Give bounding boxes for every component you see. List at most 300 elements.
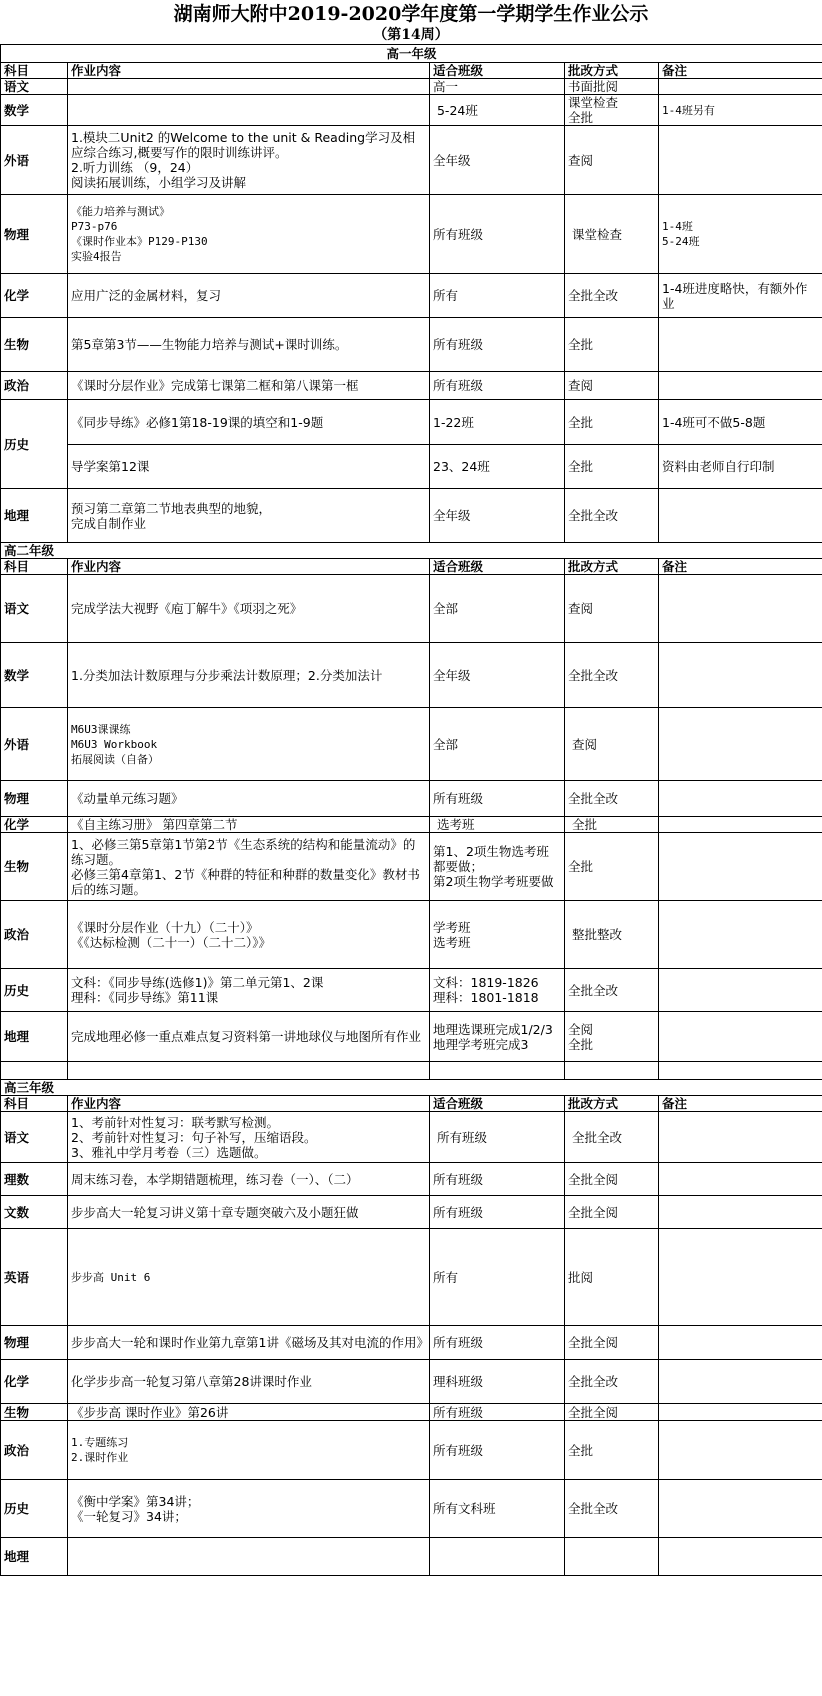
content-cell	[68, 575, 430, 643]
subject-cell: 物理	[1, 1326, 68, 1360]
cell-line: 实验4报告	[71, 250, 122, 263]
table-row	[1, 400, 822, 445]
cell-line: 书面批阅	[568, 79, 619, 94]
cell-line: 23、24班	[433, 459, 490, 474]
homework-table-body	[1, 45, 822, 1576]
subject-cell: 英语	[1, 1229, 68, 1326]
table-row	[1, 372, 822, 400]
subject-cell: 语文	[1, 79, 68, 95]
grade-label: 高三年级	[1, 1080, 822, 1096]
cell-line: 完成学法大视野《庖丁解牛》《项羽之死》	[71, 601, 303, 616]
grade-label: 高二年级	[1, 543, 822, 559]
content-cell	[68, 1404, 430, 1421]
cell-line: 5-24班	[662, 235, 700, 248]
content-cell	[68, 1229, 430, 1326]
table-row	[1, 1196, 822, 1229]
cell-line: 所有班级	[433, 1404, 484, 1420]
classes-cell	[430, 1112, 565, 1163]
cell-line: 全批全阅	[568, 1204, 619, 1220]
blank-cell	[659, 1062, 822, 1080]
method-cell	[565, 400, 659, 445]
cell-line: 2、考前针对性复习：句子补写，压缩语段。	[71, 1129, 317, 1145]
cell-line: 完成自制作业	[71, 515, 147, 531]
header-note: 备注	[659, 559, 822, 575]
cell-line: 1.模块二Unit2 的Welcome to the unit & Reading学习及相应综合练习,概要写作的限时训练讲评。	[71, 130, 416, 160]
method-cell	[565, 575, 659, 643]
method-cell	[565, 1538, 659, 1576]
cell-line: 《《达标检测（二十一）（二十二）》》	[71, 934, 272, 950]
table-row	[1, 1112, 822, 1163]
cell-line: 化学步步高一轮复习第八章第28讲课时作业	[71, 1374, 312, 1389]
cell-line: 阅读拓展训练，小组学习及讲解	[71, 175, 247, 190]
cell-line: 步步高大一轮和课时作业第九章第1讲《磁场及其对电流的作用》	[71, 1335, 429, 1350]
cell-line: 1-4班另有	[662, 103, 715, 117]
table-row	[1, 1163, 822, 1196]
classes-cell	[430, 969, 565, 1012]
subject-cell: 化学	[1, 817, 68, 833]
note-cell	[659, 95, 822, 126]
subject-cell: 外语	[1, 708, 68, 781]
cell-line: 选考班	[433, 817, 475, 832]
table-row	[1, 781, 822, 817]
cell-line: 全批全改	[568, 982, 619, 998]
content-cell	[68, 95, 430, 126]
classes-cell	[430, 1360, 565, 1404]
cell-line: 《课时分层作业（十九）（二十）》	[71, 919, 259, 935]
cell-line: 全批	[568, 337, 594, 352]
column-header-row	[1, 1096, 822, 1112]
blank-row	[1, 1062, 822, 1080]
classes-cell	[430, 1229, 565, 1326]
content-cell	[68, 1480, 430, 1538]
table-row	[1, 1012, 822, 1062]
page-title: 湖南师大附中2019-2020学年度第一学期学生作业公示	[173, 3, 649, 25]
header-method: 批改方式	[565, 63, 659, 79]
subject-cell: 历史	[1, 1480, 68, 1538]
table-row	[1, 833, 822, 901]
cell-line: 预习第二章第二节地表典型的地貌，	[71, 500, 272, 516]
table-row	[1, 1480, 822, 1538]
cell-line: 2.听力训练 （9，24）	[71, 160, 199, 175]
cell-line: 全批	[568, 859, 594, 874]
cell-line: 全批全阅	[568, 1335, 619, 1350]
blank-cell	[565, 1062, 659, 1080]
table-row	[1, 1326, 822, 1360]
subject-cell: 历史	[1, 969, 68, 1012]
cell-line: 全阅	[568, 1021, 594, 1037]
subject-cell: 物理	[1, 195, 68, 274]
cell-line: 所有班级	[433, 1171, 484, 1187]
note-cell	[659, 708, 822, 781]
header-subject: 科目	[1, 63, 68, 79]
classes-cell	[430, 445, 565, 489]
cell-line: 全批全改	[568, 1501, 619, 1516]
cell-line: 全批全改	[568, 791, 619, 806]
header-content: 作业内容	[68, 63, 430, 79]
cell-line: 查阅	[568, 601, 594, 616]
subject-cell: 外语	[1, 126, 68, 195]
cell-line: 全批全改	[568, 288, 619, 303]
cell-line: 《能力培养与测试》	[71, 205, 170, 218]
cell-line: 全批	[568, 1442, 594, 1458]
content-cell	[68, 817, 430, 833]
cell-line: 《动量单元练习题》	[71, 791, 184, 806]
note-cell	[659, 817, 822, 833]
cell-line: 全部	[433, 736, 459, 752]
content-cell	[68, 372, 430, 400]
table-row	[1, 1538, 822, 1576]
week-subtitle: （第14周）	[373, 27, 449, 43]
content-cell	[68, 833, 430, 901]
header-classes: 适合班级	[430, 63, 565, 79]
content-cell	[68, 969, 430, 1012]
note-cell	[659, 489, 822, 543]
classes-cell	[430, 195, 565, 274]
cell-line: 所有	[433, 288, 459, 303]
note-cell	[659, 318, 822, 372]
cell-line: 全批全改	[568, 508, 619, 523]
table-row	[1, 79, 822, 95]
header-classes: 适合班级	[430, 559, 565, 575]
method-cell	[565, 195, 659, 274]
classes-cell	[430, 901, 565, 969]
table-row	[1, 969, 822, 1012]
column-header-row	[1, 63, 822, 79]
note-cell	[659, 1326, 822, 1360]
cell-line: 地理学考班完成3	[433, 1036, 529, 1052]
subject-cell: 历史	[1, 400, 68, 489]
cell-line: 5-24班	[433, 102, 478, 118]
header-method: 批改方式	[565, 1096, 659, 1112]
method-cell	[565, 1480, 659, 1538]
classes-cell	[430, 643, 565, 708]
content-cell	[68, 489, 430, 543]
table-row	[1, 817, 822, 833]
content-cell	[68, 1112, 430, 1163]
cell-line: M6U3课课练	[71, 722, 131, 736]
note-cell	[659, 1196, 822, 1229]
classes-cell	[430, 1326, 565, 1360]
subject-cell: 生物	[1, 833, 68, 901]
note-cell	[659, 1404, 822, 1421]
cell-line: 1-4班进度略快，有额外作业	[662, 280, 808, 311]
method-cell	[565, 1326, 659, 1360]
subject-cell: 政治	[1, 1421, 68, 1480]
content-cell	[68, 1163, 430, 1196]
cell-line: 《一轮复习》34讲；	[71, 1508, 187, 1524]
subject-cell: 文数	[1, 1196, 68, 1229]
note-cell	[659, 445, 822, 489]
classes-cell	[430, 1196, 565, 1229]
table-row	[1, 274, 822, 318]
cell-line: 查阅	[568, 378, 594, 393]
classes-cell	[430, 79, 565, 95]
content-cell	[68, 1360, 430, 1404]
table-row	[1, 95, 822, 126]
classes-cell	[430, 708, 565, 781]
classes-cell	[430, 400, 565, 445]
content-cell	[68, 1421, 430, 1480]
classes-cell	[430, 1538, 565, 1576]
classes-cell	[430, 1163, 565, 1196]
header-note: 备注	[659, 63, 822, 79]
cell-line: 选考班	[433, 934, 471, 950]
note-cell	[659, 372, 822, 400]
note-cell	[659, 833, 822, 901]
table-row	[1, 195, 822, 274]
table-row	[1, 1421, 822, 1480]
cell-line: 全部	[433, 601, 459, 616]
cell-line: 全批全改	[568, 1374, 619, 1389]
cell-line: 文科：《同步导练(选修1)》第二单元第1、2课	[71, 975, 324, 990]
table-row	[1, 489, 822, 543]
classes-cell	[430, 1421, 565, 1480]
subject-cell: 生物	[1, 1404, 68, 1421]
method-cell	[565, 1196, 659, 1229]
content-cell	[68, 1012, 430, 1062]
subject-cell: 理数	[1, 1163, 68, 1196]
method-cell	[565, 1421, 659, 1480]
cell-line: 全批全阅	[568, 1171, 619, 1187]
cell-line: 全批	[568, 414, 594, 430]
subject-cell: 语文	[1, 575, 68, 643]
method-cell	[565, 833, 659, 901]
method-cell	[565, 1163, 659, 1196]
header-content: 作业内容	[68, 1096, 430, 1112]
cell-line: 全批全改	[568, 667, 619, 683]
column-header-row	[1, 559, 822, 575]
header-subject: 科目	[1, 1096, 68, 1112]
cell-line: 1、考前针对性复习：联考默写检测。	[71, 1114, 279, 1130]
note-cell	[659, 274, 822, 318]
method-cell	[565, 1112, 659, 1163]
cell-line: 《自主练习册》 第四章第二节	[71, 817, 238, 832]
grade3-label-row	[1, 1080, 822, 1096]
note-cell	[659, 1480, 822, 1538]
classes-cell	[430, 1480, 565, 1538]
note-cell	[659, 901, 822, 969]
classes-cell	[430, 575, 565, 643]
cell-line: 全批	[568, 1036, 594, 1052]
content-cell	[68, 79, 430, 95]
note-cell	[659, 969, 822, 1012]
content-cell	[68, 318, 430, 372]
classes-cell	[430, 833, 565, 901]
cell-line: 课堂检查	[568, 95, 619, 110]
cell-line: 所有班级	[433, 337, 484, 352]
classes-cell	[430, 318, 565, 372]
cell-line: 所有班级	[433, 1204, 484, 1220]
content-cell	[68, 400, 430, 445]
table-row	[1, 1404, 822, 1421]
table-row	[1, 575, 822, 643]
note-cell	[659, 643, 822, 708]
homework-table	[0, 44, 822, 1576]
table-row	[1, 643, 822, 708]
cell-line: 所有文科班	[433, 1501, 496, 1516]
method-cell	[565, 1404, 659, 1421]
cell-line: 第5章第3节——生物能力培养与测试+课时训练。	[71, 337, 348, 352]
content-cell	[68, 708, 430, 781]
cell-line: 批阅	[568, 1269, 594, 1285]
blank-cell	[430, 1062, 565, 1080]
note-cell	[659, 1163, 822, 1196]
classes-cell	[430, 1012, 565, 1062]
cell-line: 理科：1801-1818	[433, 990, 539, 1005]
table-row	[1, 708, 822, 781]
note-cell	[659, 575, 822, 643]
note-cell	[659, 1421, 822, 1480]
note-cell	[659, 1360, 822, 1404]
cell-line: 《同步导练》必修1第18-19课的填空和1-9题	[71, 414, 324, 430]
subject-cell: 生物	[1, 318, 68, 372]
content-cell	[68, 643, 430, 708]
classes-cell	[430, 817, 565, 833]
cell-line: 步步高 Unit 6	[71, 1270, 151, 1284]
subject-cell: 数学	[1, 643, 68, 708]
cell-line: 2.课时作业	[71, 1451, 129, 1464]
table-row	[1, 1229, 822, 1326]
method-cell	[565, 781, 659, 817]
grade1-label-row	[1, 45, 822, 63]
subject-cell: 化学	[1, 274, 68, 318]
content-cell	[68, 781, 430, 817]
cell-line: 地理选课班完成1/2/3	[433, 1021, 553, 1037]
cell-line: 第1、2项生物选考班都要做；	[433, 844, 549, 874]
subject-cell: 政治	[1, 372, 68, 400]
blank-cell	[68, 1062, 430, 1080]
cell-line: 必修三第4章第1、2节《种群的特征和种群的数量变化》教材书后的练习题。	[71, 866, 420, 897]
subject-cell: 物理	[1, 781, 68, 817]
subject-cell: 数学	[1, 95, 68, 126]
cell-line: 步步高大一轮复习讲义第十章专题突破六及小题狂做	[71, 1204, 359, 1220]
note-cell	[659, 1012, 822, 1062]
cell-line: 全批	[568, 817, 597, 832]
cell-line: 3、雅礼中学月考卷（三）选题做。	[71, 1144, 267, 1160]
content-cell	[68, 445, 430, 489]
header-content: 作业内容	[68, 559, 430, 575]
cell-line: 完成地理必修一重点难点复习资料第一讲地球仪与地图所有作业	[71, 1029, 422, 1044]
cell-line: 《衡中学案》第34讲；	[71, 1493, 200, 1509]
method-cell	[565, 1229, 659, 1326]
subject-cell: 政治	[1, 901, 68, 969]
method-cell	[565, 1012, 659, 1062]
note-cell	[659, 1112, 822, 1163]
method-cell	[565, 126, 659, 195]
method-cell	[565, 708, 659, 781]
content-cell	[68, 195, 430, 274]
method-cell	[565, 79, 659, 95]
cell-line: 应用广泛的金属材料，复习	[71, 288, 222, 303]
cell-line: 1-4班可不做5-8题	[662, 414, 766, 430]
cell-line: 全年级	[433, 667, 471, 683]
cell-line: M6U3 Workbook	[71, 737, 158, 751]
note-cell	[659, 1538, 822, 1576]
method-cell	[565, 901, 659, 969]
method-cell	[565, 1360, 659, 1404]
subject-cell: 地理	[1, 1538, 68, 1576]
cell-line: 理科班级	[433, 1374, 484, 1389]
note-cell	[659, 126, 822, 195]
note-cell	[659, 400, 822, 445]
classes-cell	[430, 1404, 565, 1421]
note-cell	[659, 1229, 822, 1326]
subject-cell: 化学	[1, 1360, 68, 1404]
grade-label: 高一年级	[1, 45, 822, 63]
content-cell	[68, 274, 430, 318]
content-cell	[68, 126, 430, 195]
method-cell	[565, 969, 659, 1012]
classes-cell	[430, 95, 565, 126]
cell-line: 所有班级	[433, 1129, 487, 1145]
cell-line: 课堂检查	[568, 226, 622, 242]
method-cell	[565, 817, 659, 833]
cell-line: 所有班级	[433, 378, 484, 393]
cell-line: 所有班级	[433, 226, 484, 242]
cell-line: 拓展阅读（自备）	[71, 752, 159, 766]
classes-cell	[430, 274, 565, 318]
cell-line: P73-p76	[71, 220, 118, 233]
cell-line: 学考班	[433, 919, 471, 935]
blank-cell	[1, 1062, 68, 1080]
note-cell	[659, 79, 822, 95]
cell-line: 文科：1819-1826	[433, 975, 539, 990]
cell-line: 高一	[433, 79, 459, 94]
cell-line: 1、必修三第5章第1节第2节《生态系统的结构和能量流动》的练习题。	[71, 836, 416, 867]
grade2-label-row	[1, 543, 822, 559]
cell-line: 《课时作业本》P129-P130	[71, 235, 208, 248]
cell-line: 《课时分层作业》完成第七课第二框和第八课第一框	[71, 378, 359, 393]
content-cell	[68, 1326, 430, 1360]
header-method: 批改方式	[565, 559, 659, 575]
cell-line: 1.分类加法计数原理与分步乘法计数原理；2.分类加法计	[71, 667, 383, 683]
cell-line: 资料由老师自行印制	[662, 459, 775, 474]
method-cell	[565, 318, 659, 372]
method-cell	[565, 372, 659, 400]
cell-line: 所有班级	[433, 1335, 484, 1350]
cell-line: 全年级	[433, 508, 471, 523]
cell-line: 查阅	[568, 152, 594, 168]
note-cell	[659, 195, 822, 274]
content-cell	[68, 1538, 430, 1576]
cell-line: 全批全阅	[568, 1404, 619, 1420]
cell-line: 理科：《同步导练》第11课	[71, 990, 219, 1005]
cell-line: 全年级	[433, 152, 471, 168]
cell-line: 1-22班	[433, 414, 474, 430]
method-cell	[565, 489, 659, 543]
content-cell	[68, 901, 430, 969]
cell-line: 全批全改	[568, 1129, 622, 1145]
classes-cell	[430, 489, 565, 543]
classes-cell	[430, 372, 565, 400]
cell-line: 1-4班	[662, 220, 693, 233]
cell-line: 《步步高 课时作业》第26讲	[71, 1404, 229, 1420]
subject-cell: 地理	[1, 489, 68, 543]
cell-line: 整批整改	[568, 927, 622, 942]
table-row	[1, 318, 822, 372]
method-cell	[565, 445, 659, 489]
cell-line: 导学案第12课	[71, 459, 150, 474]
classes-cell	[430, 126, 565, 195]
method-cell	[565, 95, 659, 126]
content-cell	[68, 1196, 430, 1229]
subject-cell: 地理	[1, 1012, 68, 1062]
method-cell	[565, 274, 659, 318]
subject-cell: 语文	[1, 1112, 68, 1163]
note-cell	[659, 781, 822, 817]
header-subject: 科目	[1, 559, 68, 575]
cell-line: 所有	[433, 1269, 459, 1285]
